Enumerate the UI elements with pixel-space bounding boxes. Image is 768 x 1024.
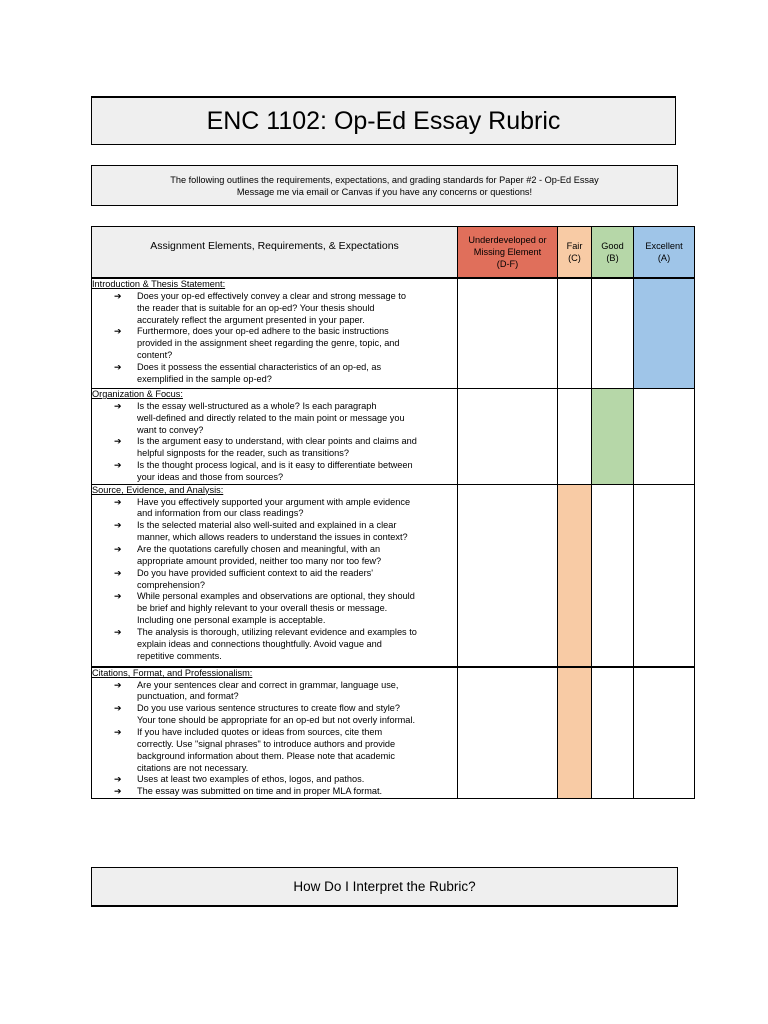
criteria-line: Do you use various sentence structures to create flow and style? — [137, 703, 401, 714]
arrow-bullet-icon: ➔ — [114, 400, 122, 411]
header-fair: Fair (C) — [558, 227, 592, 279]
criteria-item — [92, 460, 457, 484]
cell-excellent-selected — [634, 278, 695, 389]
criteria-item — [92, 591, 457, 627]
cell-fair — [558, 389, 592, 485]
criteria-line: Is the essay well-structured as a whole? Is each paragraph — [137, 400, 377, 411]
header-excellent: Excellent (A) — [634, 227, 695, 279]
criteria-line: helpful signposts for the reader, such as transitions? — [137, 448, 349, 459]
section-content — [92, 389, 458, 485]
arrow-bullet-icon: ➔ — [114, 460, 122, 471]
arrow-bullet-icon: ➔ — [114, 290, 122, 301]
criteria-line: Are the quotations carefully chosen and meaningful, with an — [137, 543, 381, 554]
cell-excellent — [634, 484, 695, 667]
cell-good — [592, 484, 634, 667]
section-title: Citations, Format, and Professionalism: — [92, 667, 253, 678]
arrow-bullet-icon: ➔ — [114, 726, 122, 737]
section-title: Introduction & Thesis Statement: — [92, 279, 226, 289]
rubric-row-introduction — [92, 278, 695, 389]
rubric-row-sources — [92, 484, 695, 667]
rubric-header-row — [92, 227, 695, 279]
criteria-item — [92, 544, 457, 568]
cell-fair-selected — [558, 484, 592, 667]
arrow-bullet-icon: ➔ — [114, 591, 122, 602]
criteria-item — [92, 362, 457, 386]
criteria-line: comprehension? — [137, 579, 205, 590]
criteria-line: exemplified in the sample op-ed? — [137, 373, 272, 384]
criteria-line: Are your sentences clear and correct in grammar, language use, — [137, 679, 399, 690]
intro-line-1: The following outlines the requirements, expectations, and grading standards for Paper #2 - Op-Ed Essay — [170, 174, 599, 185]
criteria-list — [92, 497, 457, 663]
criteria-line: want to convey? — [137, 424, 204, 435]
criteria-list — [92, 401, 457, 484]
criteria-line: The essay was submitted on time and in proper MLA format. — [137, 786, 383, 797]
criteria-line: and information from our class readings? — [137, 508, 304, 519]
arrow-bullet-icon: ➔ — [114, 567, 122, 578]
criteria-line: Does it possess the essential characteristics of an op-ed, as — [137, 361, 382, 372]
criteria-line: correctly. Use "signal phrases" to introduce authors and provide — [137, 738, 396, 749]
arrow-bullet-icon: ➔ — [114, 626, 122, 637]
criteria-line: The analysis is thorough, utilizing relevant evidence and examples to — [137, 626, 417, 637]
criteria-line: Have you effectively supported your argument with ample evidence — [137, 496, 411, 507]
intro-line-2: Message me via email or Canvas if you have any concerns or questions! — [236, 186, 533, 197]
cell-fair — [558, 278, 592, 389]
page-title: ENC 1102: Op-Ed Essay Rubric — [91, 96, 676, 145]
criteria-line: Uses at least two examples of ethos, logos, and pathos. — [137, 774, 365, 785]
rubric-row-organization — [92, 389, 695, 485]
cell-good — [592, 667, 634, 799]
criteria-line: be brief and highly relevant to your overall thesis or message. — [137, 603, 388, 614]
criteria-item — [92, 703, 457, 727]
criteria-line: punctuation, and format? — [137, 691, 239, 702]
criteria-item — [92, 568, 457, 592]
criteria-line: Your tone should be appropriate for an op-ed but not overly informal. — [137, 715, 416, 726]
criteria-list — [92, 680, 457, 798]
cell-underdeveloped — [458, 667, 558, 799]
criteria-line: provided in the assignment sheet regarding the genre, topic, and — [137, 338, 400, 349]
criteria-line: While personal examples and observations are optional, they should — [137, 591, 415, 602]
arrow-bullet-icon: ➔ — [114, 436, 122, 447]
criteria-item — [92, 520, 457, 544]
criteria-item — [92, 727, 457, 774]
cell-good — [592, 278, 634, 389]
criteria-line: Is the selected material also well-suited and explained in a clear — [137, 520, 397, 531]
arrow-bullet-icon: ➔ — [114, 786, 122, 797]
criteria-line: Does your op-ed effectively convey a clear and strong message to — [137, 290, 406, 301]
criteria-line: citations are not necessary. — [137, 762, 249, 773]
arrow-bullet-icon: ➔ — [114, 520, 122, 531]
criteria-line: well-defined and directly related to the main point or message you — [137, 412, 405, 423]
cell-fair-selected — [558, 667, 592, 799]
criteria-line: content? — [137, 350, 173, 361]
criteria-line: the reader that is suitable for an op-ed? Your thesis should — [137, 302, 375, 313]
criteria-line: your ideas and those from sources? — [137, 471, 284, 482]
criteria-line: Furthermore, does your op-ed adhere to the basic instructions — [137, 326, 389, 337]
criteria-item — [92, 436, 457, 460]
criteria-item — [92, 326, 457, 362]
criteria-item — [92, 786, 457, 798]
arrow-bullet-icon: ➔ — [114, 496, 122, 507]
criteria-item — [92, 774, 457, 786]
rubric-table — [91, 226, 695, 799]
criteria-line: Is the argument easy to understand, with clear points and claims and — [137, 436, 417, 447]
criteria-line: manner, which allows readers to understand the issues in context? — [137, 532, 408, 543]
criteria-line: Including one personal example is acceptable. — [137, 615, 326, 626]
cell-excellent — [634, 667, 695, 799]
arrow-bullet-icon: ➔ — [114, 326, 122, 337]
criteria-item — [92, 401, 457, 437]
criteria-item — [92, 291, 457, 327]
cell-excellent — [634, 389, 695, 485]
criteria-item — [92, 497, 457, 521]
arrow-bullet-icon: ➔ — [114, 543, 122, 554]
intro-box — [91, 165, 678, 206]
criteria-line: explain ideas and connections thoughtfully. Avoid vague and — [137, 638, 382, 649]
interpret-heading: How Do I Interpret the Rubric? — [91, 867, 678, 907]
section-title: Organization & Focus: — [92, 389, 183, 399]
section-content — [92, 278, 458, 389]
criteria-list — [92, 291, 457, 386]
criteria-item — [92, 680, 457, 704]
arrow-bullet-icon: ➔ — [114, 703, 122, 714]
criteria-item — [92, 627, 457, 663]
section-title: Source, Evidence, and Analysis: — [92, 484, 224, 495]
arrow-bullet-icon: ➔ — [114, 361, 122, 372]
criteria-line: Is the thought process logical, and is it easy to differentiate between — [137, 460, 413, 471]
criteria-line: If you have included quotes or ideas from sources, cite them — [137, 726, 383, 737]
section-content — [92, 667, 458, 799]
cell-underdeveloped — [458, 278, 558, 389]
cell-good-selected — [592, 389, 634, 485]
criteria-line: accurately reflect the argument presented in your paper. — [137, 314, 365, 325]
rubric-row-citations — [92, 667, 695, 799]
cell-underdeveloped — [458, 389, 558, 485]
arrow-bullet-icon: ➔ — [114, 774, 122, 785]
section-content — [92, 484, 458, 667]
criteria-line: repetitive comments. — [137, 650, 222, 661]
cell-underdeveloped — [458, 484, 558, 667]
criteria-line: Do you have provided sufficient context to aid the readers' — [137, 567, 374, 578]
arrow-bullet-icon: ➔ — [114, 679, 122, 690]
header-elements: Assignment Elements, Requirements, & Expectations — [92, 227, 458, 279]
header-good: Good (B) — [592, 227, 634, 279]
header-underdeveloped: Underdeveloped or Missing Element (D-F) — [458, 227, 558, 279]
criteria-line: appropriate amount provided, neither too many nor too few? — [137, 555, 382, 566]
criteria-line: background information about them. Please note that academic — [137, 750, 395, 761]
